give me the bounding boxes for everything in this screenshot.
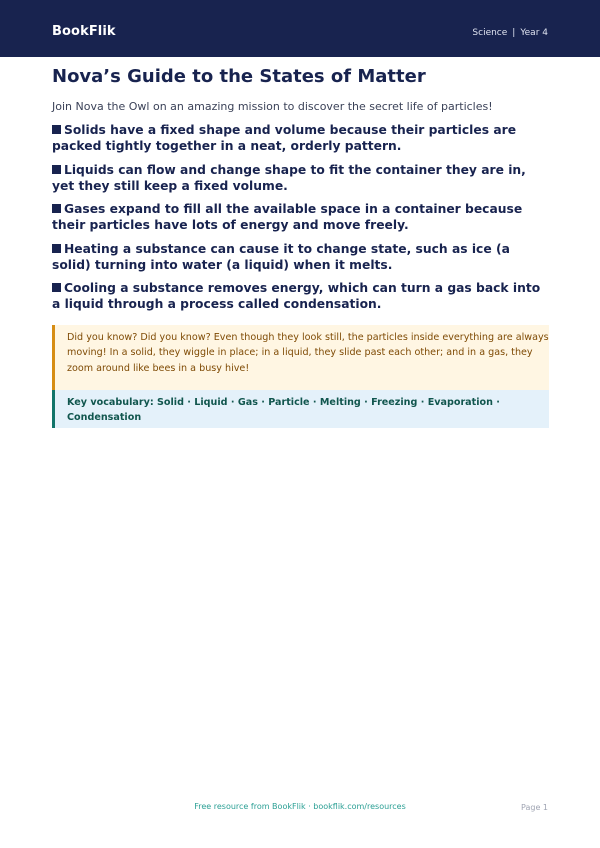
key-point-text: Gases expand to fill all the available space in a container because their particles have lots of energy and move freely. [52, 202, 523, 233]
brand-logo[interactable]: BookFlik [52, 24, 116, 39]
square-bullet-icon [52, 244, 61, 253]
did-you-know-callout: Did you know? Did you know? Even though they look still, the particles inside everything are always moving! In a solid, they wiggle in place; in a liquid, they slide past each other; and in a gas, they zoom around like bees in a busy hive! [52, 325, 549, 390]
key-point-text: Heating a substance can cause it to change state, such as ice (a solid) turning into water (a liquid) when it melts. [52, 241, 510, 272]
key-point [52, 122, 552, 154]
footer-resource-link[interactable]: Free resource from BookFlik · bookflik.com/resources [194, 802, 406, 811]
square-bullet-icon [52, 165, 61, 174]
square-bullet-icon [52, 125, 61, 134]
subject-meta [472, 28, 548, 38]
key-point-text: Liquids can flow and change shape to fit the container they are in, yet they still keep a fixed volume. [52, 162, 526, 193]
key-point [52, 280, 552, 312]
square-bullet-icon [52, 283, 61, 292]
key-points-list [52, 122, 552, 320]
key-point-text: Solids have a fixed shape and volume because their particles are packed tightly together in a neat, orderly pattern. [52, 123, 517, 153]
intro-text: Join Nova the Owl on an amazing mission to discover the secret life of particles! [52, 100, 493, 113]
key-vocabulary-box: Key vocabulary: Solid · Liquid · Gas · Particle · Melting · Freezing · Evaporation · Condensation [52, 390, 549, 428]
year-label: Year 4 [520, 28, 548, 38]
key-point [52, 162, 552, 194]
key-point [52, 241, 552, 273]
key-point-text: Cooling a substance removes energy, which can turn a gas back into a liquid through a process called condensation. [52, 281, 541, 312]
subject-label: Science [472, 28, 508, 38]
page-number: Page 1 [521, 803, 548, 812]
page-title: Nova’s Guide to the States of Matter [52, 66, 426, 87]
page-header [0, 0, 600, 57]
square-bullet-icon [52, 204, 61, 213]
meta-separator: | [512, 28, 516, 38]
key-point [52, 201, 552, 233]
